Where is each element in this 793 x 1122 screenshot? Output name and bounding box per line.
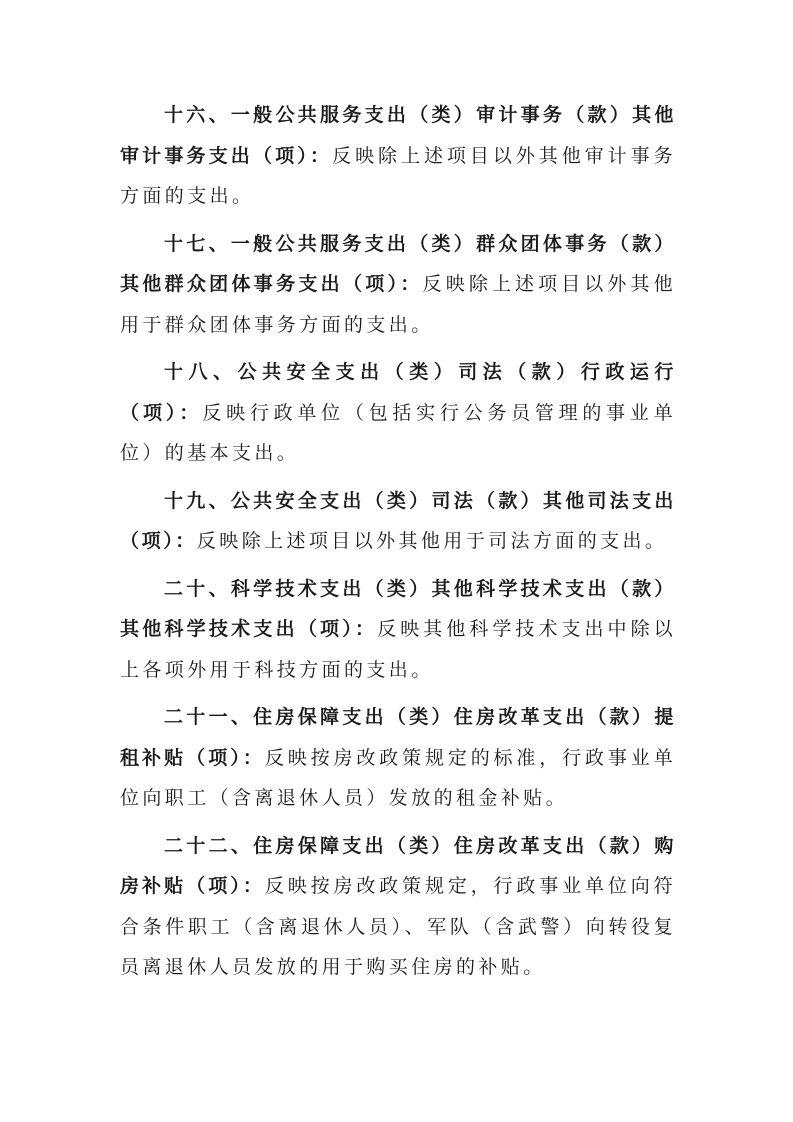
paragraph-text: 反映其他科学技术支出中除以上各项外用于科技方面的支出。: [120, 618, 676, 681]
paragraph-20: [120, 569, 676, 691]
paragraph-text: 反映按房改政策规定的标准，行政事业单位向职工（含离退休人员）发放的租金补贴。: [120, 746, 676, 809]
paragraph-text: 反映行政单位（包括实行公务员管理的事业单位）的基本支出。: [120, 401, 676, 464]
paragraph-16: [120, 95, 676, 217]
document-page: [120, 95, 676, 995]
paragraph-text: 反映按房改政策规定，行政事业单位向符合条件职工（含离退休人员）、军队（含武警）向转役复员离退休人员发放的用于购买住房的补贴。: [120, 875, 676, 978]
paragraph-21: [120, 697, 676, 819]
paragraph-heading: 二十一、住房保障支出（类）住房改革支出（款）提租补贴（项）：: [120, 706, 676, 769]
paragraph-text: 反映除上述项目以外其他审计事务方面的支出。: [120, 144, 676, 207]
paragraph-18: [120, 352, 676, 474]
paragraph-heading: 二十、科学技术支出（类）其他科学技术支出（款）其他科学技术支出（项）：: [120, 577, 676, 640]
paragraph-heading: 十八、公共安全支出（类）司法（款）行政运行（项）：: [120, 361, 676, 424]
paragraph-text: 反映除上述项目以外其他用于司法方面的支出。: [196, 530, 668, 552]
paragraph-22: [120, 826, 676, 988]
paragraph-19: [120, 481, 676, 562]
paragraph-text: 反映除上述项目以外其他用于群众团体事务方面的支出。: [120, 273, 676, 336]
paragraph-heading: 二十二、住房保障支出（类）住房改革支出（款）购房补贴（项）：: [120, 834, 676, 897]
paragraph-17: [120, 224, 676, 346]
paragraph-heading: 十九、公共安全支出（类）司法（款）其他司法支出（项）：: [120, 489, 676, 552]
paragraph-heading: 十七、一般公共服务支出（类）群众团体事务（款）其他群众团体事务支出（项）：: [120, 232, 676, 295]
paragraph-heading: 十六、一般公共服务支出（类）审计事务（款）其他审计事务支出（项）：: [120, 104, 676, 167]
